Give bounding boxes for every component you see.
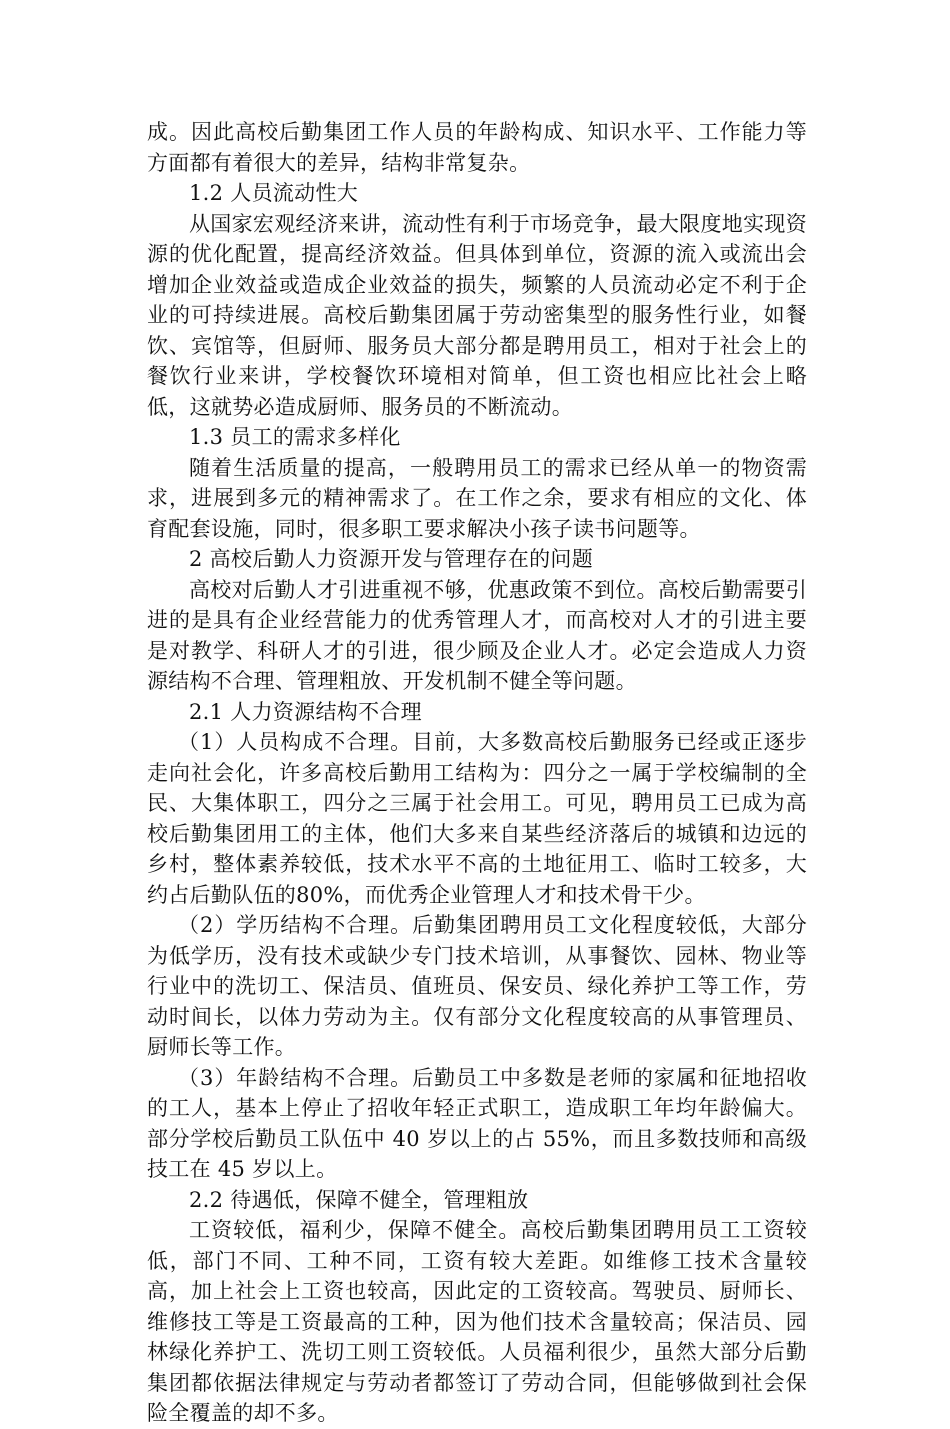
paragraph-age-structure: （3）年龄结构不合理。后勤员工中多数是老师的家属和征地招收的工人，基本上停止了招收年轻正式职工，造成职工年均年龄偏大。部分学校后勤员工队伍中 40 岁以上的占 55%，而且多数技师和高级技工在 45 岁以上。 (147, 1065, 807, 1181)
paragraph-staff-composition: （1）人员构成不合理。目前，大多数高校后勤服务已经或正逐步走向社会化，许多高校后勤用工结构为：四分之一属于学校编制的全民、大集体职工，四分之三属于社会用工。可见，聘用员工已成为高校后勤集团用工的主体，他们大多来自某些经济落后的城镇和边远的乡村，整体素养较低，技术水平不高的土地征用工、临时工较多，大约占后勤队伍的80%，而优秀企业管理人才和技术骨干少。 (147, 730, 807, 907)
section-heading-2: 2 高校后勤人力资源开发与管理存在的问题 (189, 547, 594, 571)
paragraph-intro-continuation: 成。因此高校后勤集团工作人员的年龄构成、知识水平、工作能力等方面都有着很大的差异，结构非常复杂。 (147, 120, 807, 175)
paragraph-wages-benefits: 工资较低，福利少，保障不健全。高校后勤集团聘用员工工资较低，部门不同、工种不同，工资有较大差距。如维修工技术含量较高，加上社会上工资也较高，因此定的工资较高。驾驶员、厨师长、维修技工等是工资最高的工种，因为他们技术含量较高；保洁员、园林绿化养护工、洗切工则工资较低。人员福利很少，虽然大部分后勤集团都依据法律规定与劳动者都签订了劳动合同，但能够做到社会保险全覆盖的却不多。 (147, 1218, 807, 1425)
document-page (147, 117, 807, 1429)
paragraph-staff-mobility: 从国家宏观经济来讲，流动性有利于市场竞争，最大限度地实现资源的优化配置，提高经济效益。但具体到单位，资源的流入或流出会增加企业效益或造成企业效益的损失，频繁的人员流动必定不利于企业的可持续进展。高校后勤集团属于劳动密集型的服务性行业，如餐饮、宾馆等，但厨师、服务员大部分都是聘用员工，相对于社会上的餐饮行业来讲，学校餐饮环境相对简单，但工资也相应比社会上略低，这就势必造成厨师、服务员的不断流动。 (147, 211, 807, 419)
section-heading-2-1: 2.1 人力资源结构不合理 (189, 699, 422, 724)
section-heading-1-3: 1.3 员工的需求多样化 (189, 425, 401, 449)
paragraph-employee-needs: 随着生活质量的提高，一般聘用员工的需求已经从单一的物资需求，进展到多元的精神需求了。在工作之余，要求有相应的文化、体育配套设施，同时，很多职工要求解决小孩子读书问题等。 (147, 455, 807, 541)
section-heading-1-2: 1.2 人员流动性大 (189, 181, 359, 205)
paragraph-education-structure: （2）学历结构不合理。后勤集团聘用员工文化程度较低，大部分为低学历，没有技术或缺少专门技术培训，从事餐饮、园林、物业等行业中的洗切工、保洁员、值班员、保安员、绿化养护工等工作，劳动时间长，以体力劳动为主。仅有部分文化程度较高的从事管理员、厨师长等工作。 (147, 913, 807, 1059)
section-heading-2-2: 2.2 待遇低，保障不健全，管理粗放 (189, 1187, 529, 1212)
paragraph-talent-introduction: 高校对后勤人才引进重视不够，优惠政策不到位。高校后勤需要引进的是具有企业经营能力的优秀管理人才，而高校对人才的引进主要是对教学、科研人才的引进，很少顾及企业人才。必定会造成人力资源结构不合理、管理粗放、开发机制不健全等问题。 (147, 577, 807, 693)
